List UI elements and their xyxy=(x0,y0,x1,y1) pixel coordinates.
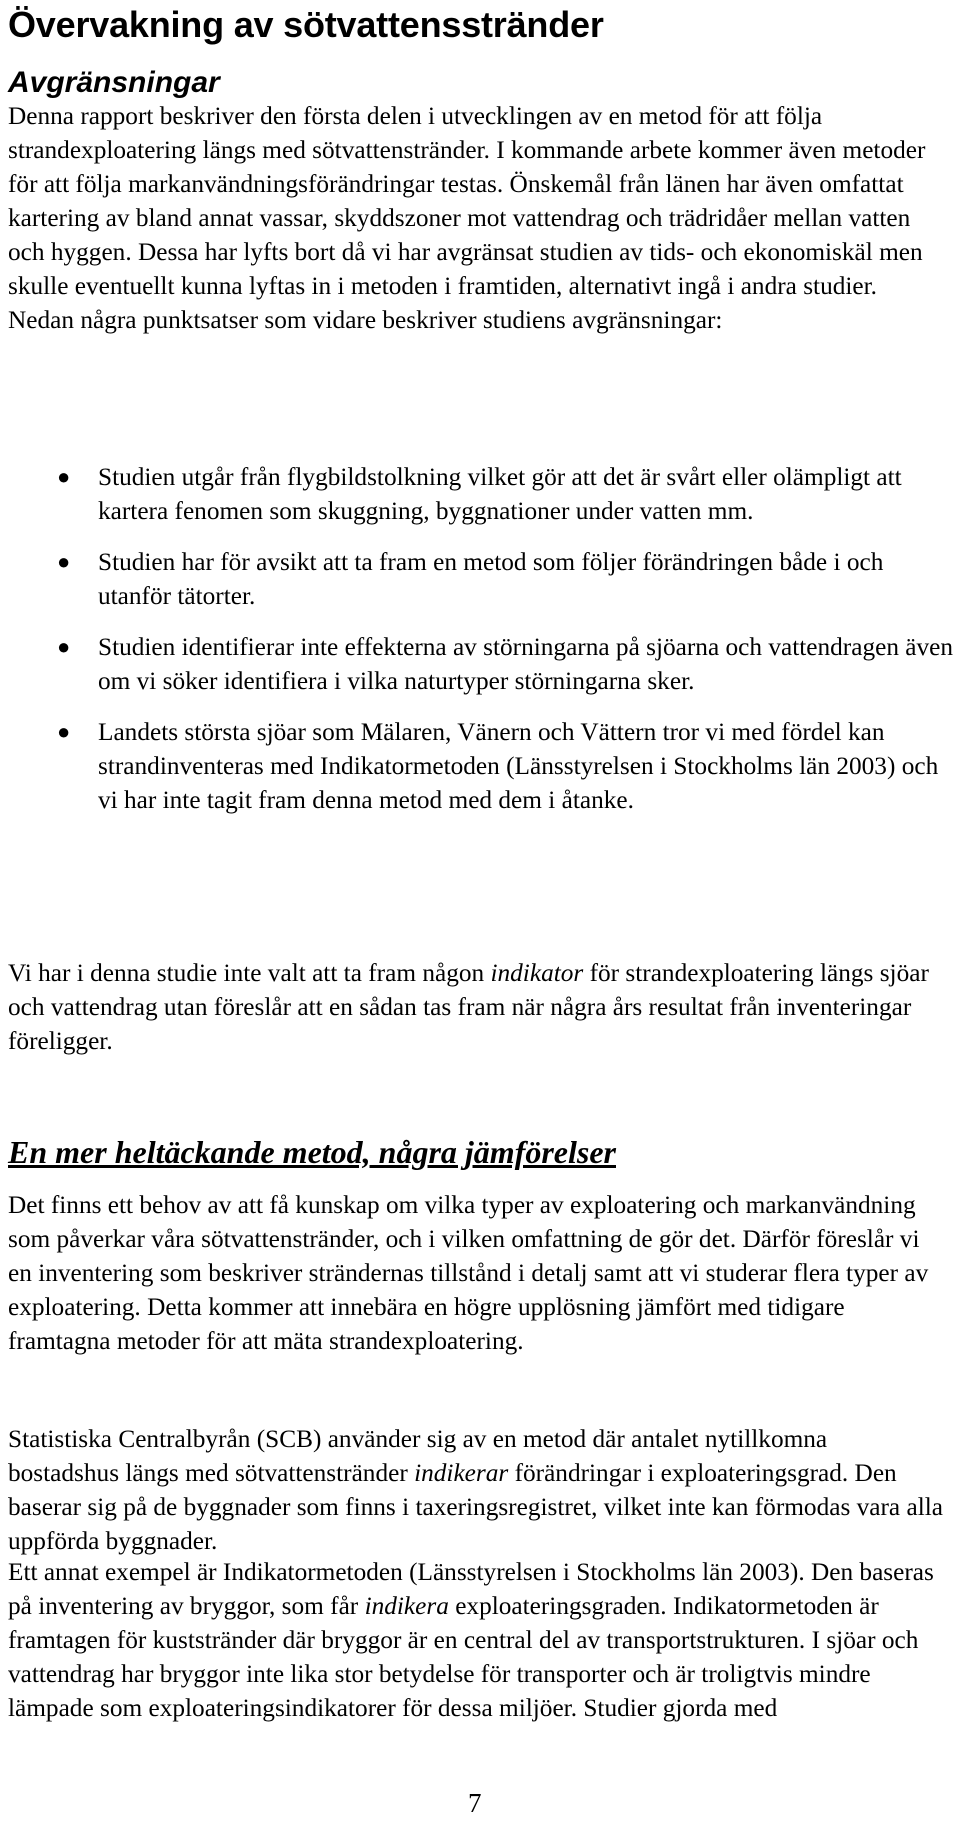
intro-paragraph: Denna rapport beskriver den första delen i utvecklingen av en metod för att följa strandexploatering längs med sötvattenstränder. I kommande arbete kommer även metoder för att följa markanvändningsförändringar testas. Önskemål från länen har även omfattat kartering av bland annat vassar, skyddszoner mot vattendrag och trädridåer mellan vatten och hyggen. Dessa har lyfts bort då vi har avgränsat studien av tids- och ekonomiskäl men skulle eventuellt kunna lyftas in i metoden i framtiden, alternativt ingå i andra studier. Nedan några punktsatser som vidare beskriver studiens avgränsningar: xyxy=(8,102,926,334)
list-item xyxy=(0,545,955,613)
bullet-icon: ● xyxy=(57,549,71,574)
page-number: 7 xyxy=(468,1788,482,1818)
list-item xyxy=(0,630,955,698)
paragraph-indikatormetoden: Ett annat exempel är Indikatormetoden (Länsstyrelsen i Stockholms län 2003). Den baseras på inventering av bryggor, som får indikera exploateringsgraden. Indikatormetoden är framtagen för kuststränder där bryggor är en central del av transportstrukturen. I sjöar och vattendrag har bryggor inte lika stor betydelse för transporter och är troligtvis mindre lämpade som exploateringsindikatorer för dessa miljöer. Studier gjorda med xyxy=(8,1558,934,1722)
bullet-icon: ● xyxy=(57,634,71,659)
delimitation-list xyxy=(0,460,955,834)
emphasis-indikerar: indikerar xyxy=(414,1459,509,1487)
closing-paragraph: Vi har i denna studie inte valt att ta fram någon indikator för strandexploatering längs sjöar och vattendrag utan föreslår att en sådan tas fram när några års resultat från inventeringar föreligger. xyxy=(8,959,929,1055)
emphasis-indikator: indikator xyxy=(490,959,584,987)
paragraph-behov: Det finns ett behov av att få kunskap om vilka typer av exploatering och markanvändning som påverkar våra sötvattenstränder, och i vilken omfattning de gör det. Därför föreslår vi en inventering som beskriver strändernas tillstånd i detalj samt att vi studerar flera typer av exploatering. Detta kommer att innebära en högre upplösning jämfört med tidigare framtagna metoder för att mäta strandexploatering. xyxy=(8,1191,929,1355)
document-title: Övervakning av sötvattensstränder xyxy=(8,4,604,45)
bullet-icon: ● xyxy=(57,464,71,489)
list-item-text: Studien utgår från flygbildstolkning vilket gör att det är svårt eller olämpligt att kartera fenomen som skuggning, byggnationer under vatten mm. xyxy=(98,463,902,525)
list-item-text: Studien identifierar inte effekterna av störningarna på sjöarna och vattendragen även om vi söker identifiera i vilka naturtyper störningarna sker. xyxy=(98,633,954,695)
emphasis-indikera: indikera xyxy=(364,1592,449,1620)
bullet-icon: ● xyxy=(57,719,71,744)
list-item-text: Studien har för avsikt att ta fram en metod som följer förändringen både i och utanför tätorter. xyxy=(98,548,884,610)
paragraph-scb: Statistiska Centralbyrån (SCB) använder sig av en metod där antalet nytillkomna bostadshus längs med sötvattenstränder indikerar förändringar i exploateringsgrad. Den baserar sig på de byggnader som finns i taxeringsregistret, vilket inte kan förmodas vara alla uppförda byggnader. xyxy=(8,1425,943,1555)
section-heading-heltackande-metod: En mer heltäckande metod, några jämförelser xyxy=(8,1134,616,1170)
list-item xyxy=(0,460,955,528)
list-item xyxy=(0,715,955,817)
list-item-text: Landets största sjöar som Mälaren, Vänern och Vättern tror vi med fördel kan strandinventeras med Indikatormetoden (Länsstyrelsen i Stockholms län 2003) och vi har inte tagit fram denna metod med dem i åtanke. xyxy=(98,718,939,814)
section-heading-avgransningar: Avgränsningar xyxy=(8,66,220,99)
